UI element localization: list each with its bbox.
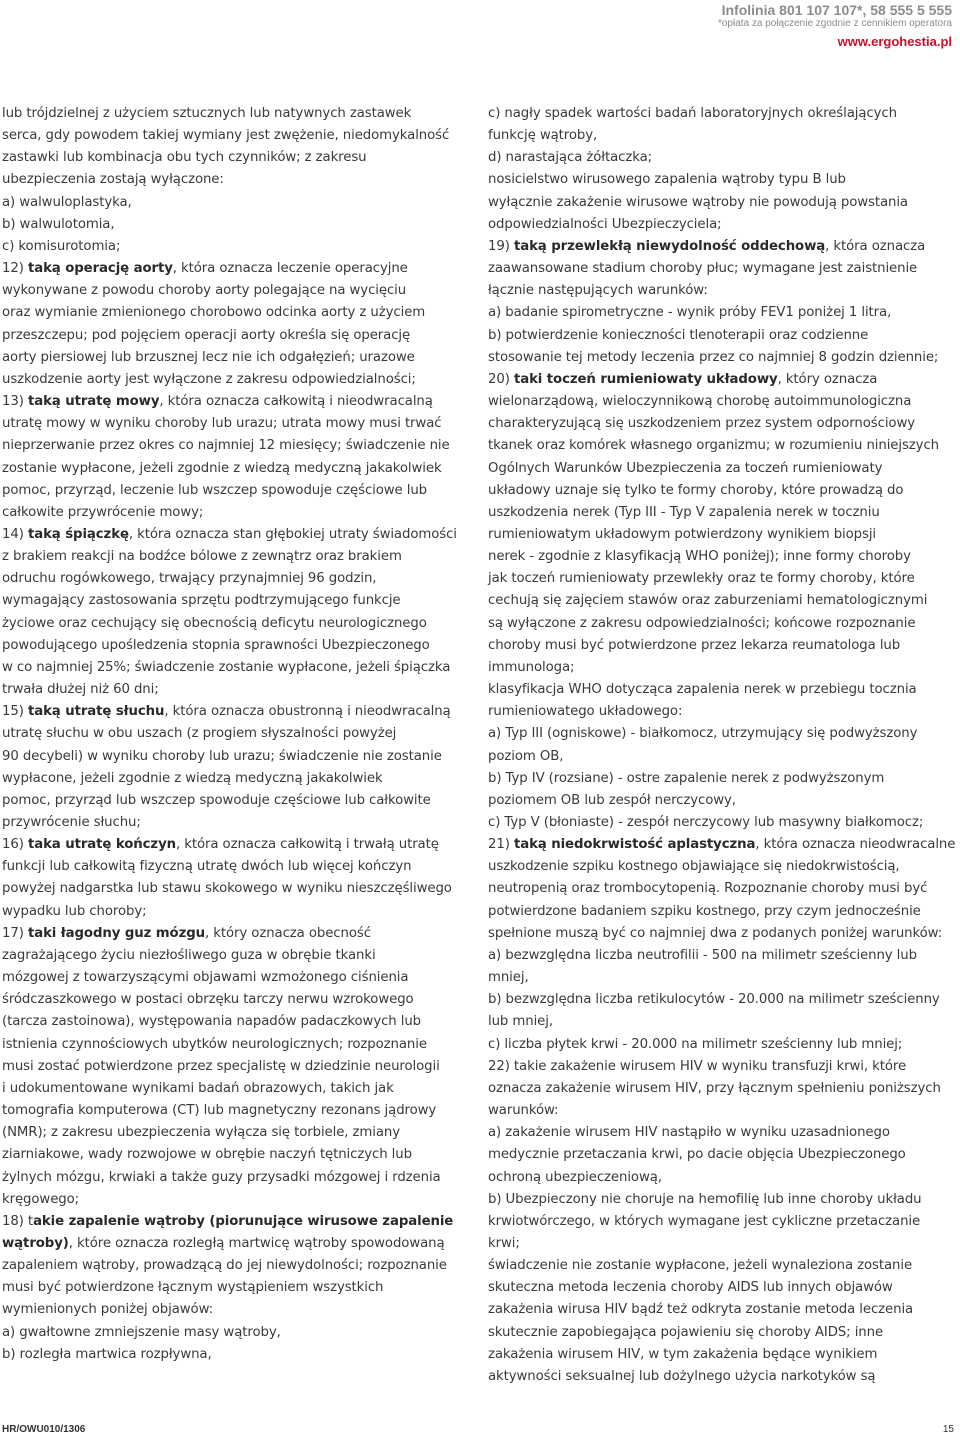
text-run: (tarcza zastoinowa), występowania napadów padaczkowych lub [2, 1014, 422, 1030]
text-line [488, 214, 954, 236]
text-run: 15) [2, 704, 28, 720]
text-run: wyłącznie zakażenie wirusowe wątroby nie powodują powstania [488, 194, 908, 210]
text-line [488, 1144, 954, 1166]
text-line [2, 856, 472, 878]
text-run: 19) [488, 238, 514, 254]
bold-term: taki łagodny guz mózgu [27, 925, 206, 941]
text-run: 90 decybeli) w wyniku choroby lub urazu; świadczenie nie zostanie [2, 748, 442, 764]
text-line [2, 1122, 472, 1144]
text-line [488, 1299, 954, 1321]
text-line [488, 790, 954, 812]
text-line [2, 258, 472, 280]
text-run: uszkodzenia nerek (Typ III - Typ V zapalenia nerek w toczniu [488, 504, 880, 520]
text-run: stosowanie tej metody leczenia przez co najmniej 8 godzin dziennie; [488, 349, 939, 365]
text-line [2, 989, 472, 1011]
text-run: b) potwierdzenie konieczności tlenoterapii oraz codzienne [488, 327, 869, 343]
text-run: skutecznie zapobiegająca pojawieniu się choroby AIDS; inne [488, 1324, 884, 1340]
text-run: rumieniowatego układowego: [488, 704, 683, 720]
text-run: 21) [488, 837, 514, 853]
text-line [488, 502, 954, 524]
text-run: , który oznacza obecność [205, 925, 371, 941]
text-run: musi zostać potwierdzone przez specjalistę w dziedzinie neurologii [2, 1058, 440, 1074]
text-run: układowy uznaje się tylko te formy choroby, które prowadzą do [488, 482, 904, 498]
text-run: lub trójdzielnej z użyciem sztucznych lub natywnych zastawek [2, 106, 412, 121]
text-run: charakteryzującą się uszkodzeniem przez system odpornościowy [488, 416, 916, 432]
text-line [2, 923, 472, 945]
text-line [488, 746, 954, 768]
text-line [2, 413, 472, 435]
text-line [488, 945, 954, 967]
text-line [488, 325, 954, 347]
text-line [488, 546, 954, 568]
text-run: zapaleniem wątroby, prowadzącą do jej niewydolności; rozpoznanie [2, 1258, 447, 1274]
text-line [488, 1100, 954, 1122]
text-run: 12) [2, 261, 28, 277]
text-run: jak toczeń rumieniowaty przewlekły oraz te formy choroby, które [488, 571, 915, 587]
text-run: mózgowej z towarzyszącymi objawami wzmożonego ciśnienia [2, 970, 409, 986]
text-run: ubezpieczenia zostają wyłączone: [2, 172, 224, 188]
text-run: c) komisurotomia; [2, 238, 121, 254]
text-line [488, 1366, 954, 1388]
text-run: poziom OB, [488, 748, 564, 764]
text-line [2, 524, 472, 546]
text-run: nieprzerwanie przez okres co najmniej 12 miesięcy; świadczenie nie [2, 438, 450, 454]
text-run: spełnione muszą być co najmniej dwa z podanych poniżej warunków: [488, 925, 943, 941]
text-line [488, 1322, 954, 1344]
text-run: uszkodzenie aorty jest wyłączone z zakresu odpowiedzialności; [2, 371, 416, 387]
text-run: krwiotwórczego, w których wymagane jest cykliczne przetaczanie [488, 1213, 921, 1229]
text-line [2, 1211, 472, 1233]
text-line [488, 1277, 954, 1299]
text-run: , która oznacza stan głębokiej utraty świadomości [128, 526, 457, 542]
text-run: 17) [2, 925, 28, 941]
text-run: zostanie wypłacone, jeżeli zgodnie z wiedzą medyczną jakakolwiek [2, 460, 442, 476]
text-run: , które oznacza rozległą martwicę wątroby spowodowaną [68, 1235, 445, 1251]
text-run: , która oznacza leczenie operacyjne [172, 261, 408, 277]
text-run: c) nagły spadek wartości badań laboratoryjnych określających [488, 106, 897, 121]
text-line [2, 1322, 472, 1344]
text-run: zakażenia wirusem HIV, w tym zakażenia będące wynikiem [488, 1346, 878, 1362]
text-line [488, 103, 954, 125]
text-line [488, 1167, 954, 1189]
text-line [488, 302, 954, 324]
text-line [2, 1189, 472, 1211]
text-line [2, 768, 472, 790]
text-line [2, 723, 472, 745]
text-run: są wyłączone z zakresu odpowiedzialności; końcowe rozpoznanie [488, 615, 916, 631]
bold-term: taką utratę słuchu [27, 704, 165, 720]
text-line [2, 147, 472, 169]
text-line [2, 546, 472, 568]
text-line [2, 812, 472, 834]
bold-term: taką operację aorty [27, 261, 173, 277]
text-run: d) narastająca żółtaczka; [488, 150, 653, 166]
text-run: krwi; [488, 1235, 520, 1251]
text-run: 20) [488, 371, 514, 387]
text-line [488, 701, 954, 723]
text-run: warunków: [488, 1103, 559, 1119]
text-line [2, 1344, 472, 1366]
text-line [488, 1189, 954, 1211]
text-run: b) Typ IV (rozsiane) - ostre zapalenie nerek z podwyższonym [488, 770, 885, 786]
text-run: potwierdzone badaniem szpiku kostnego, przy czym jednocześnie [488, 903, 921, 919]
text-line [2, 280, 472, 302]
text-run: trwała dłużej niż 60 dni; [2, 682, 159, 698]
bold-term: taką utratę mowy [27, 394, 160, 410]
text-run: zastawki lub kombinacja obu tych czynników; z zakresu [2, 150, 367, 166]
text-run: powyżej nadgarstka lub stawu skokowego w wyniku nieszczęśliwego [2, 881, 452, 897]
text-run: , która oznacza obustronną i nieodwracalną [164, 704, 451, 720]
text-run: wymienionych poniżej objawów: [2, 1302, 214, 1318]
text-run: ochroną ubezpieczeniową, [488, 1169, 662, 1185]
text-line [488, 1344, 954, 1366]
text-run: zaawansowane stadium choroby płuc; wymagane jest zaistnienie [488, 261, 918, 277]
text-line [488, 989, 954, 1011]
bold-term: taką niedokrwistość aplastyczna [513, 837, 756, 853]
text-line [2, 1299, 472, 1321]
text-line [2, 192, 472, 214]
text-run: łącznie następujących warunków: [488, 283, 708, 299]
text-line [2, 701, 472, 723]
text-line [488, 147, 954, 169]
text-run: mniej, [488, 970, 529, 986]
text-run: utratę mowy w wyniku choroby lub urazu; utrata mowy musi trwać [2, 416, 442, 432]
text-run: 16) [2, 837, 28, 853]
text-run: b) Ubezpieczony nie choruje na hemofilię lub inne choroby układu [488, 1191, 922, 1207]
text-run: , która oznacza nieodwracalne [755, 837, 956, 853]
text-line [2, 1277, 472, 1299]
text-run: neutropenią oraz trombocytopenią. Rozpoznanie choroby musi być [488, 881, 928, 897]
text-line [2, 1034, 472, 1056]
text-run: klasyfikacja WHO dotycząca zapalenia nerek w przebiegu tocznia [488, 682, 917, 698]
text-run: przeszczepu; pod pojęciem operacji aorty określa się operację [2, 327, 411, 343]
text-line [2, 1011, 472, 1033]
text-line [488, 590, 954, 612]
text-line [2, 369, 472, 391]
text-line [488, 856, 954, 878]
text-run: aorty piersiowej lub brzusznej lecz nie ich odgałęzień; urazowe [2, 349, 415, 365]
text-run: , która oznacza [825, 238, 926, 254]
text-line [488, 369, 954, 391]
text-line [488, 878, 954, 900]
text-line [2, 945, 472, 967]
text-line [2, 480, 472, 502]
text-run: odruchu rogówkowego, trwający przynajmniej 96 godzin, [2, 571, 377, 587]
text-run: pomoc, przyrząd, leczenie lub wszczep spowoduje częściowe lub [2, 482, 428, 498]
text-line [2, 1255, 472, 1277]
text-run: 13) [2, 394, 28, 410]
text-line [488, 1122, 954, 1144]
text-line [488, 901, 954, 923]
text-run: i udokumentowane wynikami badań obrazowych, takich jak [2, 1080, 394, 1096]
text-line [488, 967, 954, 989]
text-run: z brakiem reakcji na bodźce bólowe z zewnątrz oraz brakiem [2, 549, 402, 565]
text-run: odpowiedzialności Ubezpieczyciela; [488, 216, 722, 232]
text-run: wypadku lub choroby; [2, 903, 147, 919]
text-run: a) bezwzględna liczba neutrofilii - 500 na milimetr sześcienny lub [488, 947, 917, 963]
page-number: 15 [942, 1424, 954, 1435]
text-line [2, 325, 472, 347]
text-line [488, 613, 954, 635]
text-line [488, 812, 954, 834]
text-line [488, 1255, 954, 1277]
text-line [2, 1167, 472, 1189]
text-run: b) bezwzględna liczba retikulocytów - 20.000 na milimetr sześcienny [488, 992, 940, 1008]
text-line [488, 458, 954, 480]
text-line [488, 169, 954, 191]
text-line [488, 480, 954, 502]
text-run: poziomem OB lub zespół nerczycowy, [488, 792, 736, 808]
text-run: aktywności seksualnej lub dożylnego użycia narkotyków są [488, 1368, 876, 1384]
text-line [2, 901, 472, 923]
text-line [2, 834, 472, 856]
text-run: wymagający zastosowania sprzętu podtrzymującego funkcje [2, 593, 401, 609]
text-run: zagrażającego życiu niezłośliwego guza w obrębie tkanki [2, 947, 376, 963]
text-run: a) gwałtowne zmniejszenie masy wątroby, [2, 1324, 281, 1340]
text-run: śródczaszkowego w postaci obrzęku tarczy nerwu wzrokowego [2, 992, 414, 1008]
text-run: nosicielstwo wirusowego zapalenia wątroby typu B lub [488, 172, 846, 188]
text-run: żylnych mózgu, krwiaki a także guzy przysadki mózgowej i rdzenia [2, 1169, 441, 1185]
text-line [2, 103, 472, 125]
document-code: HR/OWU010/1306 [2, 1424, 86, 1435]
page-header [718, 0, 952, 50]
text-line [2, 1078, 472, 1100]
text-run: przywrócenie słuchu; [2, 815, 141, 830]
text-line [488, 236, 954, 258]
text-run: kręgowego; [2, 1191, 80, 1207]
website-link[interactable]: www.ergohestia.pl [837, 34, 952, 49]
left-text-column [2, 103, 472, 1366]
text-run: uszkodzenie szpiku kostnego objawiające się niedokrwistością, [488, 859, 900, 875]
text-line [2, 236, 472, 258]
text-run: skuteczna metoda leczenia choroby AIDS lub innych objawów [488, 1280, 893, 1296]
text-run: funkcję wątroby, [488, 128, 598, 144]
text-run: a) walwuloplastyka, [2, 194, 132, 210]
text-line [2, 613, 472, 635]
text-line [2, 635, 472, 657]
text-line [2, 435, 472, 457]
text-line [2, 391, 472, 413]
text-line [2, 878, 472, 900]
text-run: rumieniowatym układowym potwierdzony wynikiem biopsji [488, 526, 877, 542]
text-run: lub mniej, [488, 1014, 553, 1030]
text-run: a) Typ III (ogniskowe) - białkomocz, utrzymujący się podwyższony [488, 726, 918, 742]
text-run: c) liczba płytek krwi - 20.000 na milimetr sześcienny lub mniej; [488, 1036, 903, 1052]
text-line [2, 1144, 472, 1166]
hotline-text: Infolinia 801 107 107*, 58 555 5 555 [721, 2, 952, 18]
text-line [488, 435, 954, 457]
text-line [488, 723, 954, 745]
text-run: pomoc, przyrząd lub wszczep spowoduje częściowe lub całkowite [2, 792, 431, 808]
text-line [2, 1056, 472, 1078]
text-line [488, 1056, 954, 1078]
text-run: w co najmniej 25%; świadczenie zostanie wypłacone, jeżeli śpiączka [2, 659, 451, 675]
text-line [488, 568, 954, 590]
text-line [2, 502, 472, 524]
text-run: c) Typ V (błoniaste) - zespół nerczycowy lub masywny białkomocz; [488, 815, 924, 830]
text-run: ziarniakowe, wady rozwojowe w obrębie naczyń tętniczych lub [2, 1147, 412, 1163]
text-line [2, 967, 472, 989]
text-line [488, 679, 954, 701]
hotline-note: *opłata za połączenie zgodnie z cennikiem operatora [717, 18, 952, 29]
text-run: (NMR); z zakresu ubezpieczenia wyłącza się torbiele, zmiany [2, 1125, 401, 1141]
right-text-column [488, 103, 954, 1388]
text-run: a) badanie spirometryczne - wynik próby FEV1 poniżej 1 litra, [488, 305, 892, 321]
text-run: wykonywane z powodu choroby aorty polegające na wycięciu [2, 283, 407, 299]
text-run: 18) t [2, 1213, 34, 1229]
text-run: immunologa; [488, 659, 575, 675]
text-run: , która oznacza całkowitą i trwałą utratę [176, 837, 439, 853]
text-run: musi być potwierdzone łącznym wystąpieniem wszystkich [2, 1280, 384, 1296]
text-line [488, 1078, 954, 1100]
text-line [488, 1211, 954, 1233]
bold-term: taka utratę kończyn [27, 837, 177, 853]
text-run: , która oznacza całkowitą i nieodwracalną [159, 394, 433, 410]
text-run: zakażenia wirusa HIV bądź też odkryta zostanie metoda leczenia [488, 1302, 914, 1318]
bold-term: taki toczeń rumieniowaty układowy [513, 371, 778, 387]
text-run: 22) takie zakażenie wirusem HIV w wyniku transfuzji krwi, które [488, 1058, 907, 1074]
text-run: choroby musi być potwierdzone przez lekarza reumatologa lub [488, 637, 901, 653]
text-line [2, 746, 472, 768]
text-run: oznacza zakażenie wirusem HIV, przy łącznym spełnieniu poniższych [488, 1080, 941, 1096]
text-run: , który oznacza [777, 371, 878, 387]
text-line [488, 391, 954, 413]
text-line [2, 590, 472, 612]
bold-term: akie zapalenie wątroby (piorunujące wirusowe zapalenie [33, 1213, 454, 1229]
text-run: Ogólnych Warunków Ubezpieczenia za toczeń rumieniowaty [488, 460, 883, 476]
text-line [2, 1233, 472, 1255]
text-line [488, 923, 954, 945]
text-run: nerek - zgodnie z klasyfikacją WHO poniżej); inne formy choroby [488, 549, 911, 565]
text-line [2, 790, 472, 812]
text-line [2, 214, 472, 236]
text-run: wielonarządową, wieloczynnikową chorobę autoimmunologiczna [488, 394, 912, 410]
text-run: powodującego upośledzenia stopnia sprawności Ubezpieczonego [2, 637, 430, 653]
text-run: wypłacone, jeżeli zgodnie z wiedzą medyczną jakakolwiek [2, 770, 383, 786]
text-run: istnienia czynnościowych ubytków neurologicznych; rozpoznanie [2, 1036, 427, 1052]
text-line [2, 169, 472, 191]
text-line [488, 657, 954, 679]
text-line [488, 1233, 954, 1255]
text-line [488, 1011, 954, 1033]
text-run: tkanek oraz komórek własnego organizmu; w rozumieniu niniejszych [488, 438, 939, 454]
text-line [488, 125, 954, 147]
text-run: życiowe oraz cechujący się obecnością deficytu neurologicznego [2, 615, 427, 631]
text-line [488, 258, 954, 280]
text-line [2, 125, 472, 147]
text-run: serca, gdy powodem takiej wymiany jest zwężenie, niedomykalność [2, 128, 450, 144]
text-run: tomografia komputerowa (CT) lub magnetyczny rezonans jądrowy [2, 1103, 437, 1119]
text-line [488, 1034, 954, 1056]
text-run: b) walwulotomia, [2, 216, 115, 232]
text-line [2, 679, 472, 701]
text-line [2, 657, 472, 679]
text-line [488, 768, 954, 790]
text-line [2, 1100, 472, 1122]
text-run: b) rozległa martwica rozpływna, [2, 1346, 212, 1362]
text-run: oraz wymianie zmienionego chorobowo odcinka aorty z użyciem [2, 305, 426, 321]
text-line [488, 524, 954, 546]
text-run: a) zakażenie wirusem HIV nastąpiło w wyniku uzasadnionego [488, 1125, 890, 1141]
text-line [488, 834, 954, 856]
bold-term: taką śpiączkę [27, 526, 129, 542]
text-run: utratę słuchu w obu uszach (z progiem słyszalności powyżej [2, 726, 397, 742]
text-run: medycznie przetaczania krwi, po dacie objęcia Ubezpieczonego [488, 1147, 906, 1163]
text-line [2, 458, 472, 480]
text-line [488, 635, 954, 657]
text-run: całkowite przywrócenie mowy; [2, 504, 204, 520]
text-run: funkcji lub całkowitą fizyczną utratę dwóch lub więcej kończyn [2, 859, 412, 875]
text-line [488, 413, 954, 435]
text-run: świadczenie nie zostanie wypłacone, jeżeli wynaleziona zostanie [488, 1258, 913, 1274]
text-run: cechują się zajęciem stawów oraz zaburzeniami hematologicznymi [488, 593, 928, 609]
bold-term: wątroby) [2, 1235, 69, 1251]
bold-term: taką przewlekłą niewydolność oddechową [513, 238, 826, 254]
text-line [2, 347, 472, 369]
text-line [488, 192, 954, 214]
text-line [488, 280, 954, 302]
text-line [2, 302, 472, 324]
text-run: 14) [2, 526, 28, 542]
text-line [488, 347, 954, 369]
text-line [2, 568, 472, 590]
